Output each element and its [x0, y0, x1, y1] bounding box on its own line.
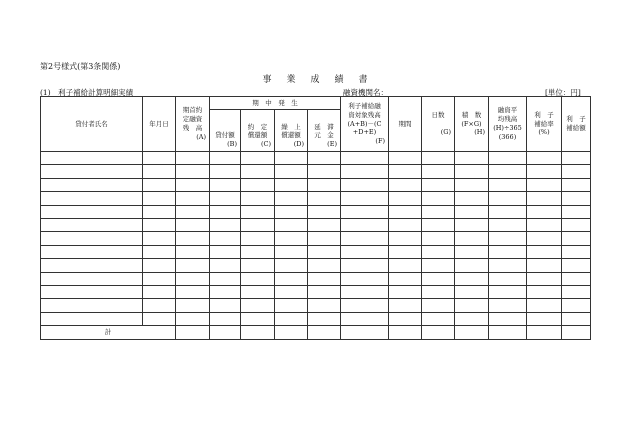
table-cell[interactable] — [455, 245, 489, 258]
table-cell[interactable] — [562, 205, 591, 218]
table-cell[interactable] — [341, 152, 389, 165]
table-cell[interactable] — [562, 285, 591, 298]
table-cell[interactable] — [527, 205, 562, 218]
table-cell[interactable] — [41, 285, 143, 298]
table-cell[interactable] — [143, 218, 176, 231]
table-cell[interactable] — [527, 245, 562, 258]
table-cell[interactable] — [489, 192, 527, 205]
table-cell[interactable] — [455, 312, 489, 325]
table-cell[interactable] — [176, 272, 210, 285]
table-cell[interactable] — [389, 152, 422, 165]
table-cell[interactable] — [143, 299, 176, 312]
table-cell[interactable] — [489, 272, 527, 285]
table-cell[interactable] — [176, 205, 210, 218]
table-cell[interactable] — [562, 272, 591, 285]
table-cell[interactable] — [455, 165, 489, 178]
table-cell[interactable] — [176, 178, 210, 191]
table-cell[interactable] — [422, 285, 455, 298]
table-cell[interactable] — [422, 205, 455, 218]
table-cell[interactable] — [527, 218, 562, 231]
table-cell[interactable] — [308, 272, 341, 285]
table-cell[interactable] — [341, 218, 389, 231]
table-cell[interactable] — [275, 272, 308, 285]
table-cell[interactable] — [143, 312, 176, 325]
table-cell[interactable] — [455, 272, 489, 285]
col-overdue-key: (E) — [327, 140, 337, 149]
table-cell[interactable] — [455, 259, 489, 272]
table-cell[interactable] — [275, 312, 308, 325]
col-opening-balance-label: 期首約 定融資 残 高 — [182, 106, 203, 132]
table-cell[interactable] — [389, 245, 422, 258]
col-days — [422, 97, 455, 152]
table-cell[interactable] — [241, 312, 275, 325]
table-row — [41, 312, 591, 325]
table-cell[interactable] — [455, 218, 489, 231]
total-cell[interactable] — [562, 326, 591, 340]
header-row-1 — [41, 97, 591, 110]
table-cell[interactable] — [275, 232, 308, 245]
table-cell[interactable] — [275, 205, 308, 218]
table-row — [41, 178, 591, 191]
table-row — [41, 272, 591, 285]
table-cell[interactable] — [176, 245, 210, 258]
total-cell[interactable] — [241, 326, 275, 340]
col-product — [455, 97, 489, 152]
table-row — [41, 165, 591, 178]
table-cell[interactable] — [489, 218, 527, 231]
table-cell[interactable] — [455, 232, 489, 245]
table-row — [41, 232, 591, 245]
table-cell[interactable] — [527, 259, 562, 272]
table-cell[interactable] — [308, 232, 341, 245]
total-cell[interactable] — [455, 326, 489, 340]
total-cell[interactable] — [308, 326, 341, 340]
table-cell[interactable] — [341, 299, 389, 312]
total-cell[interactable] — [341, 326, 389, 340]
table-cell[interactable] — [308, 285, 341, 298]
table-cell[interactable] — [489, 178, 527, 191]
table-cell[interactable] — [389, 232, 422, 245]
table-cell[interactable] — [41, 218, 143, 231]
table-cell[interactable] — [210, 232, 241, 245]
table-cell[interactable] — [389, 165, 422, 178]
table-cell[interactable] — [308, 218, 341, 231]
table-cell[interactable] — [489, 232, 527, 245]
table-cell[interactable] — [41, 205, 143, 218]
table-cell[interactable] — [422, 165, 455, 178]
table-cell[interactable] — [241, 245, 275, 258]
table-cell[interactable] — [308, 299, 341, 312]
table-cell[interactable] — [176, 165, 210, 178]
table-cell[interactable] — [41, 259, 143, 272]
table-cell[interactable] — [308, 178, 341, 191]
table-cell[interactable] — [455, 285, 489, 298]
table-cell[interactable] — [562, 299, 591, 312]
table-cell[interactable] — [562, 232, 591, 245]
table-cell[interactable] — [341, 232, 389, 245]
table-cell[interactable] — [422, 272, 455, 285]
table-cell[interactable] — [455, 178, 489, 191]
col-subsidy-amount: 利 子 補給額 — [562, 97, 591, 152]
table-cell[interactable] — [241, 192, 275, 205]
table-cell[interactable] — [455, 205, 489, 218]
total-cell[interactable] — [527, 326, 562, 340]
col-product-label: 積 数 (F×G) — [461, 110, 482, 128]
table-cell[interactable] — [308, 152, 341, 165]
table-cell[interactable] — [210, 218, 241, 231]
table-cell[interactable] — [143, 152, 176, 165]
total-cell[interactable] — [389, 326, 422, 340]
table-cell[interactable] — [210, 165, 241, 178]
table-cell[interactable] — [527, 272, 562, 285]
col-rate-key: (%) — [538, 128, 550, 137]
table-cell[interactable] — [389, 178, 422, 191]
table-cell[interactable] — [489, 165, 527, 178]
table-cell[interactable] — [275, 299, 308, 312]
table-cell[interactable] — [210, 285, 241, 298]
total-label: 計 — [41, 326, 176, 340]
table-cell[interactable] — [341, 165, 389, 178]
table-cell[interactable] — [275, 285, 308, 298]
table-cell[interactable] — [210, 259, 241, 272]
total-row — [41, 326, 591, 340]
table-cell[interactable] — [143, 259, 176, 272]
col-loan-amount — [210, 110, 241, 152]
table-cell[interactable] — [143, 205, 176, 218]
table-cell[interactable] — [389, 299, 422, 312]
table-cell[interactable] — [422, 232, 455, 245]
table-row — [41, 205, 591, 218]
table-row — [41, 192, 591, 205]
table-cell[interactable] — [41, 312, 143, 325]
table-cell[interactable] — [275, 165, 308, 178]
table-row — [41, 152, 591, 165]
table-cell[interactable] — [41, 192, 143, 205]
table-cell[interactable] — [422, 152, 455, 165]
table-cell[interactable] — [176, 259, 210, 272]
table-cell[interactable] — [308, 192, 341, 205]
table-cell[interactable] — [489, 205, 527, 218]
unit-label: [単位：円] — [545, 88, 581, 97]
table-cell[interactable] — [308, 312, 341, 325]
col-avg-balance: 融資平 均残高 (H)÷365 (366) — [489, 97, 527, 152]
col-scheduled-repay-label: 約 定 償還額 — [247, 122, 268, 140]
table-cell[interactable] — [210, 299, 241, 312]
table-cell[interactable] — [527, 232, 562, 245]
table-cell[interactable] — [143, 165, 176, 178]
table-cell[interactable] — [341, 285, 389, 298]
table-cell[interactable] — [562, 192, 591, 205]
section-title: (1) 利子補給計算明細実績 — [40, 88, 134, 97]
col-loan-amount-key: (B) — [227, 140, 237, 149]
table-cell[interactable] — [489, 152, 527, 165]
table-cell[interactable] — [527, 165, 562, 178]
table-cell[interactable] — [422, 245, 455, 258]
table-cell[interactable] — [455, 299, 489, 312]
table-cell[interactable] — [562, 165, 591, 178]
table-cell[interactable] — [389, 205, 422, 218]
table-cell[interactable] — [241, 205, 275, 218]
table-cell[interactable] — [422, 218, 455, 231]
total-cell[interactable] — [176, 326, 210, 340]
table-cell[interactable] — [489, 312, 527, 325]
table-cell[interactable] — [389, 312, 422, 325]
table-row — [41, 245, 591, 258]
table-cell[interactable] — [341, 205, 389, 218]
table-cell[interactable] — [422, 299, 455, 312]
table-cell[interactable] — [527, 299, 562, 312]
subsidy-table — [40, 96, 591, 340]
table-cell[interactable] — [176, 218, 210, 231]
table-cell[interactable] — [389, 192, 422, 205]
form-number: 第2号様式(第3条関係) — [40, 62, 121, 71]
table-cell[interactable] — [489, 285, 527, 298]
table-cell[interactable] — [210, 152, 241, 165]
total-cell[interactable] — [210, 326, 241, 340]
col-loan-amount-label: 貸付額 — [215, 131, 235, 140]
table-cell[interactable] — [562, 312, 591, 325]
table-cell[interactable] — [143, 245, 176, 258]
col-subsidy-balance-label: 利子補給融 資対象残高 (A+B)－(C +D+E) — [347, 102, 382, 137]
table-cell[interactable] — [275, 218, 308, 231]
table-cell[interactable] — [241, 152, 275, 165]
col-days-key: (G) — [440, 128, 451, 137]
table-cell[interactable] — [562, 245, 591, 258]
table-cell[interactable] — [341, 259, 389, 272]
table-cell[interactable] — [210, 192, 241, 205]
table-cell[interactable] — [562, 259, 591, 272]
table-cell[interactable] — [527, 152, 562, 165]
table-cell[interactable] — [41, 152, 143, 165]
document-title: 事業成績書 — [262, 75, 383, 85]
table-cell[interactable] — [489, 299, 527, 312]
table-cell[interactable] — [210, 272, 241, 285]
table-cell[interactable] — [241, 259, 275, 272]
col-borrower: 貸付者氏名 — [41, 97, 143, 152]
table-cell[interactable] — [275, 192, 308, 205]
table-cell[interactable] — [143, 285, 176, 298]
table-cell[interactable] — [275, 259, 308, 272]
table-cell[interactable] — [241, 178, 275, 191]
table-cell[interactable] — [341, 178, 389, 191]
col-scheduled-repay-key: (C) — [260, 140, 271, 149]
table-cell[interactable] — [210, 178, 241, 191]
col-rate-label: 利 子 補給率 — [534, 110, 554, 128]
table-row — [41, 285, 591, 298]
col-overdue-label: 延 滞 元 金 — [314, 122, 334, 140]
table-cell[interactable] — [143, 178, 176, 191]
table-cell[interactable] — [41, 178, 143, 191]
table-cell[interactable] — [210, 245, 241, 258]
col-overdue — [308, 110, 341, 152]
col-period: 期間 — [389, 97, 422, 152]
table-cell[interactable] — [210, 205, 241, 218]
table-cell[interactable] — [176, 285, 210, 298]
table-cell[interactable] — [210, 312, 241, 325]
table-cell[interactable] — [176, 312, 210, 325]
table-cell[interactable] — [143, 272, 176, 285]
table-cell[interactable] — [422, 259, 455, 272]
table-cell[interactable] — [341, 192, 389, 205]
col-early-repay-label: 繰 上 償還額 — [281, 122, 301, 140]
table-cell[interactable] — [562, 178, 591, 191]
table-cell[interactable] — [308, 259, 341, 272]
table-cell[interactable] — [341, 312, 389, 325]
col-opening-balance — [176, 97, 210, 152]
institution-label: 融資機関名： — [343, 88, 388, 97]
col-rate — [527, 97, 562, 152]
table-cell[interactable] — [422, 192, 455, 205]
table-cell[interactable] — [308, 245, 341, 258]
total-cell[interactable] — [489, 326, 527, 340]
table-cell[interactable] — [389, 259, 422, 272]
table-cell[interactable] — [176, 232, 210, 245]
table-cell[interactable] — [489, 259, 527, 272]
table-cell[interactable] — [41, 272, 143, 285]
table-cell[interactable] — [41, 165, 143, 178]
table-cell[interactable] — [241, 272, 275, 285]
table-cell[interactable] — [489, 245, 527, 258]
table-cell[interactable] — [341, 272, 389, 285]
col-early-repay — [275, 110, 308, 152]
col-days-label: 日数 — [431, 110, 445, 119]
total-cell[interactable] — [422, 326, 455, 340]
table-cell[interactable] — [527, 312, 562, 325]
col-product-key: (H) — [474, 128, 485, 137]
table-cell[interactable] — [143, 232, 176, 245]
table-cell[interactable] — [527, 192, 562, 205]
table-cell[interactable] — [275, 245, 308, 258]
table-cell[interactable] — [341, 245, 389, 258]
col-early-repay-key: (D) — [293, 140, 304, 149]
table-cell[interactable] — [241, 232, 275, 245]
table-cell[interactable] — [275, 152, 308, 165]
col-period-group: 期 中 発 生 — [210, 97, 341, 110]
table-cell[interactable] — [562, 218, 591, 231]
table-cell[interactable] — [176, 152, 210, 165]
col-date: 年月日 — [143, 97, 176, 152]
table-row — [41, 218, 591, 231]
table-cell[interactable] — [41, 299, 143, 312]
table-cell[interactable] — [308, 165, 341, 178]
table-row — [41, 299, 591, 312]
table-cell[interactable] — [422, 312, 455, 325]
table-cell[interactable] — [455, 152, 489, 165]
col-subsidy-balance — [341, 97, 389, 152]
table-cell[interactable] — [527, 285, 562, 298]
col-scheduled-repay — [241, 110, 275, 152]
table-cell[interactable] — [241, 285, 275, 298]
table-cell[interactable] — [241, 165, 275, 178]
table-cell[interactable] — [143, 192, 176, 205]
total-cell[interactable] — [275, 326, 308, 340]
table-cell[interactable] — [241, 218, 275, 231]
col-subsidy-balance-key: (F) — [375, 137, 385, 146]
table-cell[interactable] — [389, 218, 422, 231]
table-cell[interactable] — [241, 299, 275, 312]
table-cell[interactable] — [455, 192, 489, 205]
table-cell[interactable] — [422, 178, 455, 191]
table-cell[interactable] — [562, 152, 591, 165]
table-cell[interactable] — [41, 245, 143, 258]
table-cell[interactable] — [308, 205, 341, 218]
table-cell[interactable] — [389, 272, 422, 285]
table-cell[interactable] — [527, 178, 562, 191]
table-cell[interactable] — [41, 232, 143, 245]
table-cell[interactable] — [176, 299, 210, 312]
table-cell[interactable] — [275, 178, 308, 191]
col-opening-balance-key: (A) — [196, 132, 206, 141]
table-cell[interactable] — [389, 285, 422, 298]
table-cell[interactable] — [176, 192, 210, 205]
table-row — [41, 259, 591, 272]
